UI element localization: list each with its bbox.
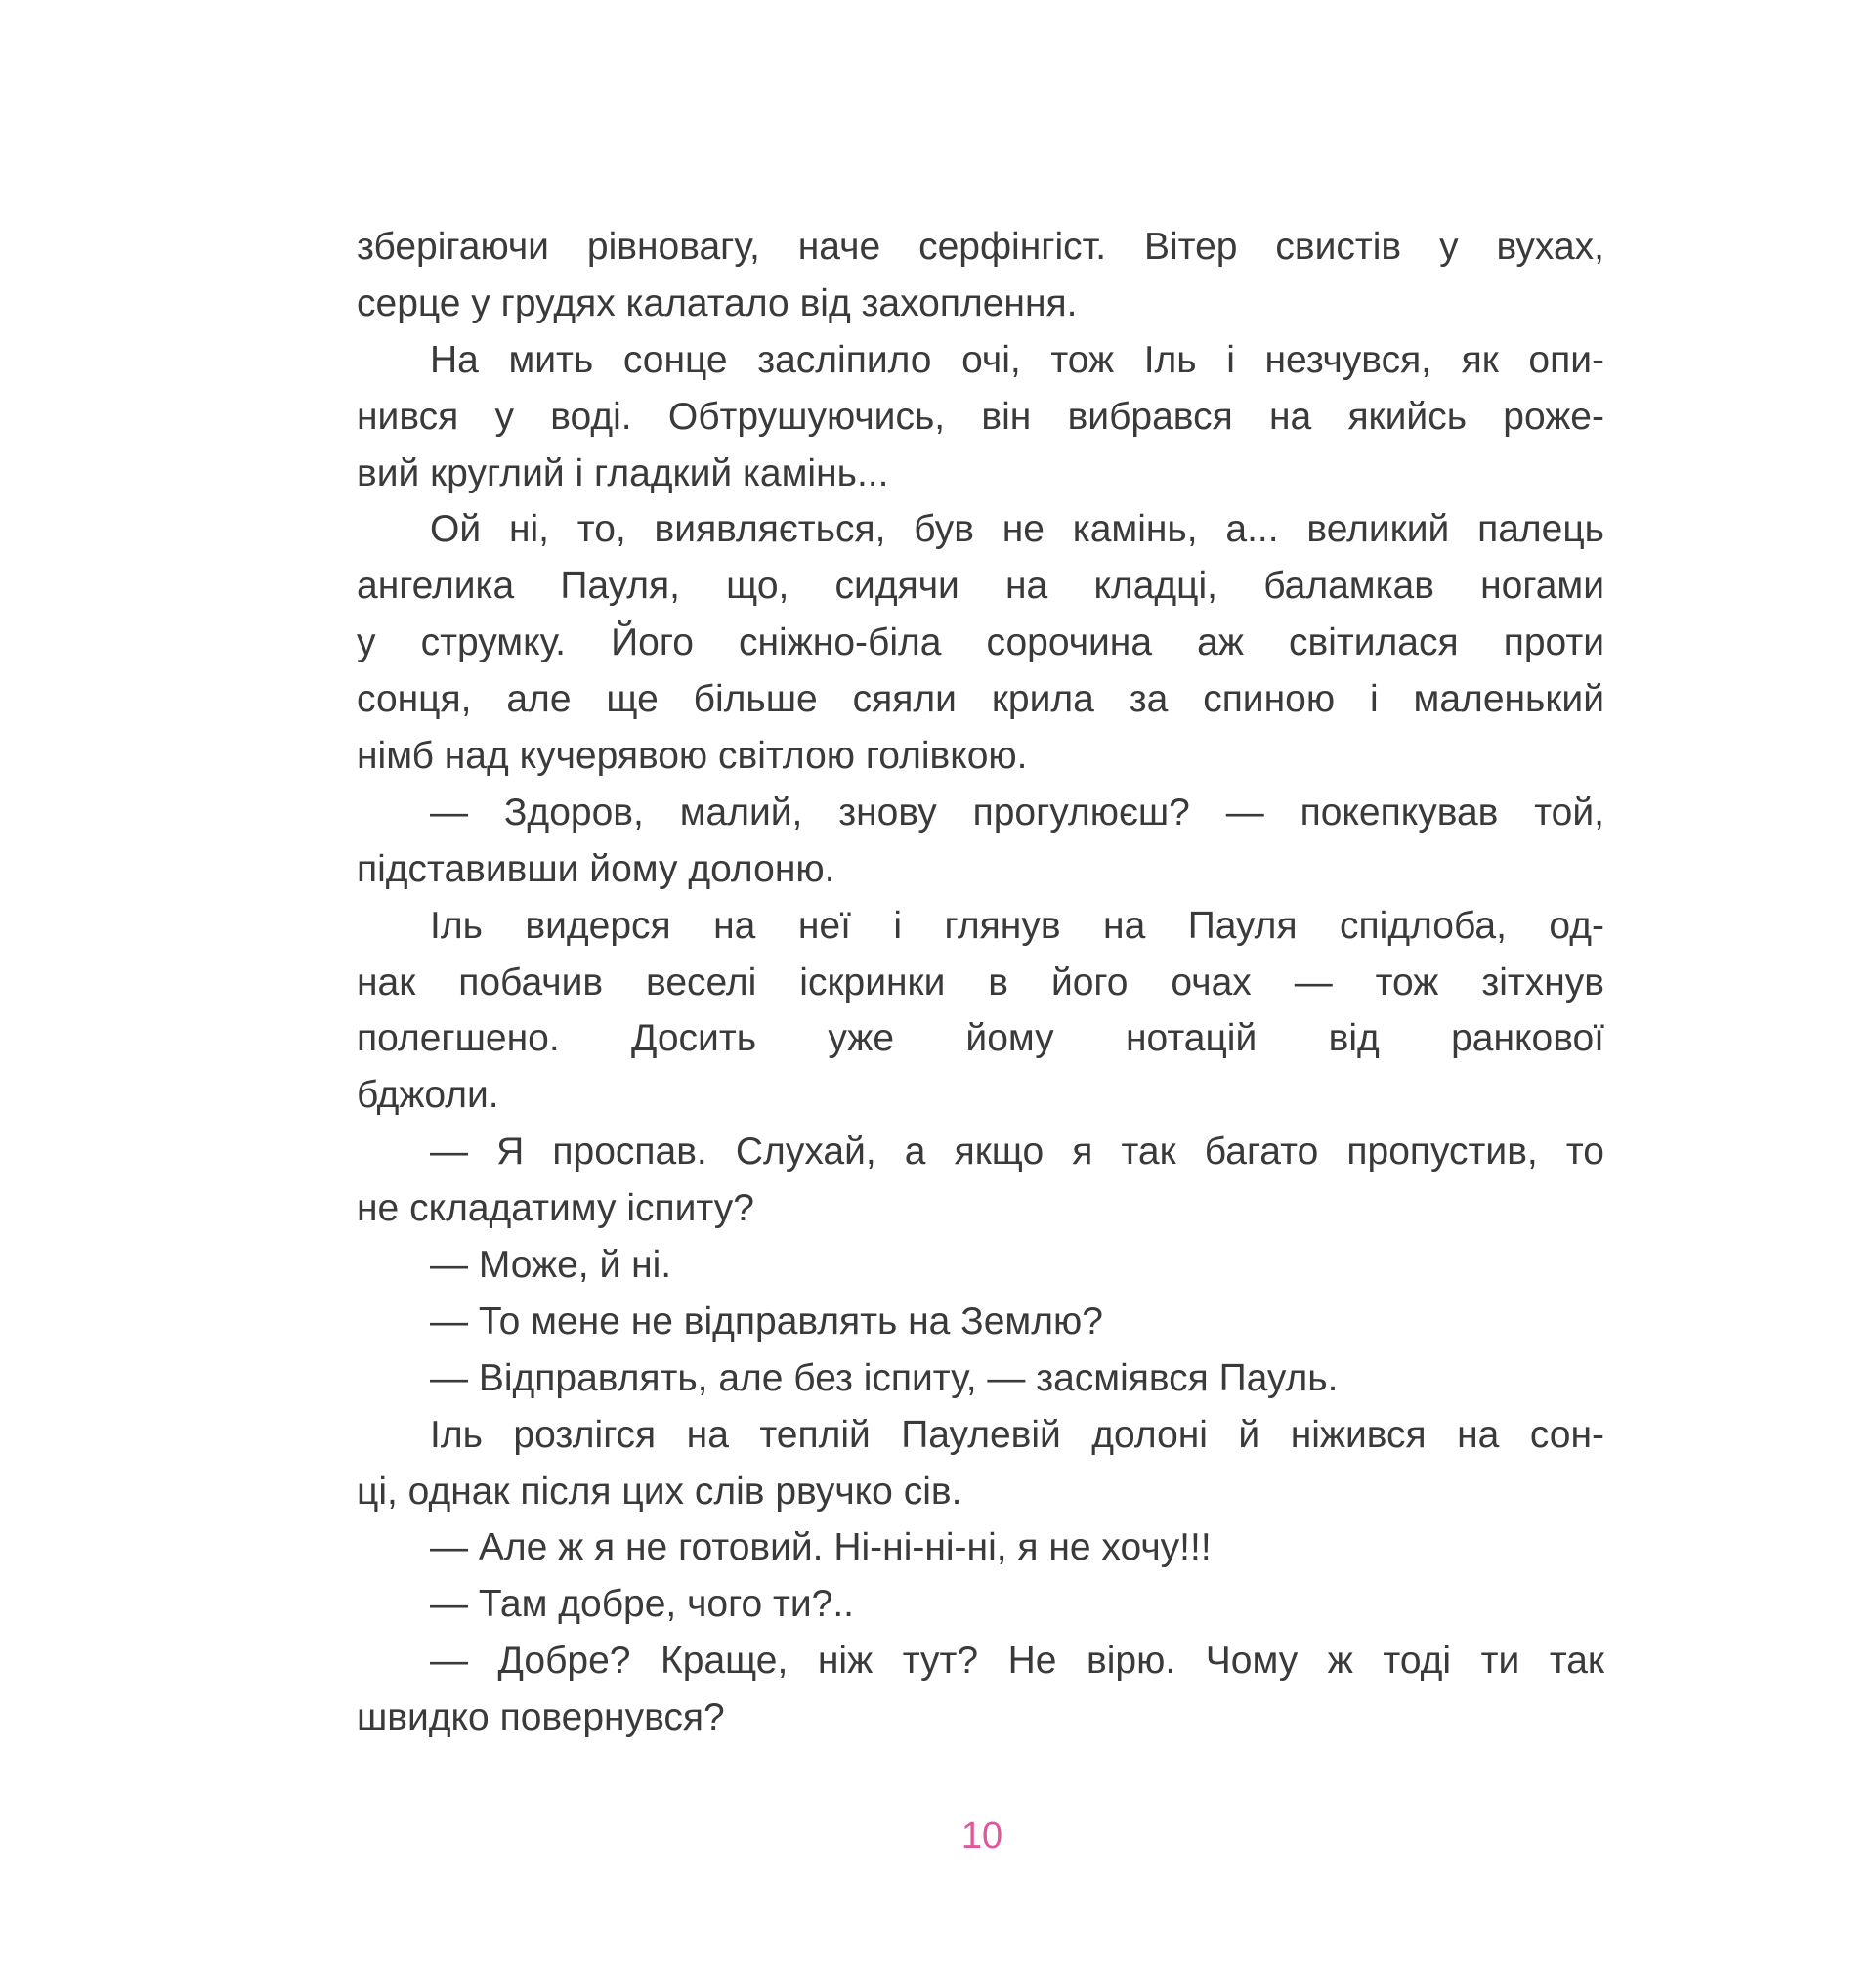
paragraph — [357, 219, 1604, 332]
paragraph — [357, 898, 1604, 1125]
text-line: На мить сонце засліпило очі, тож Іль і незчувся, як опи- — [430, 338, 1604, 381]
text-line: — Може, й ні. — [430, 1244, 672, 1287]
text-line: — Там добре, чого ти?.. — [430, 1583, 854, 1626]
paragraph — [357, 332, 1604, 502]
text-line: Ой ні, то, виявляється, був не камінь, а... великий палець — [430, 508, 1604, 551]
text-line: нився у воді. Обтрушуючись, він вибрався на якийсь роже- — [357, 395, 1604, 438]
text-line: Іль видерся на неї і глянув на Пауля спідлоба, од- — [430, 904, 1604, 947]
paragraph — [357, 1124, 1604, 1237]
paragraph — [357, 1633, 1604, 1746]
paragraph — [357, 1519, 1604, 1576]
body-text — [357, 219, 1604, 1746]
text-line: вий круглий і гладкий камінь... — [357, 451, 889, 494]
paragraph — [357, 1294, 1604, 1350]
text-line: — Добре? Краще, ніж тут? Не вірю. Чому ж тоді ти так — [430, 1640, 1604, 1683]
page-number: 10 — [960, 1816, 1003, 1857]
paragraph — [357, 1350, 1604, 1407]
text-line: ці, однак після цих слів рвучко сів. — [357, 1470, 962, 1513]
text-line: нак побачив веселі іскринки в його очах — тож зітхнув — [357, 961, 1604, 1004]
paragraph — [357, 785, 1604, 898]
text-line: не складатиму іспиту? — [357, 1187, 754, 1230]
text-line: ангелика Пауля, що, сидячи на кладці, баламкав ногами — [357, 565, 1604, 608]
text-line: — Але ж я не готовий. Ні-ні-ні-ні, я не хочу!!! — [430, 1526, 1212, 1569]
text-line: зберігаючи рівновагу, наче серфінгіст. Вітер свистів у вухах, — [357, 226, 1604, 268]
paragraph — [357, 501, 1604, 784]
text-line: — Здоров, малий, знову прогулюєш? — покепкував той, — [430, 791, 1604, 833]
paragraph — [357, 1237, 1604, 1294]
text-line: сонця, але ще більше сяяли крила за спиною і маленький — [357, 678, 1604, 721]
text-line: швидко повернувся? — [357, 1696, 725, 1739]
text-line: німб над кучерявою світлою голівкою. — [357, 735, 1028, 778]
paragraph — [357, 1407, 1604, 1520]
text-line: серце у грудях калатало від захоплення. — [357, 281, 1078, 324]
text-line: — То мене не відправлять на Землю? — [430, 1300, 1103, 1343]
text-line: у струмку. Його сніжно-біла сорочина аж світилася проти — [357, 621, 1604, 664]
paragraph — [357, 1576, 1604, 1633]
text-line: — Я проспав. Слухай, а якщо я так багато пропустив, то — [430, 1131, 1604, 1174]
text-line: бджоли. — [357, 1074, 499, 1117]
text-line: Іль розлігся на теплій Паулевій долоні й ніжився на сон- — [430, 1413, 1604, 1456]
text-line: підставивши йому долоню. — [357, 847, 835, 890]
text-line: полегшено. Досить уже йому нотацій від ранкової — [357, 1017, 1604, 1060]
text-line: — Відправлять, але без іспиту, — засміявся Пауль. — [430, 1356, 1339, 1399]
